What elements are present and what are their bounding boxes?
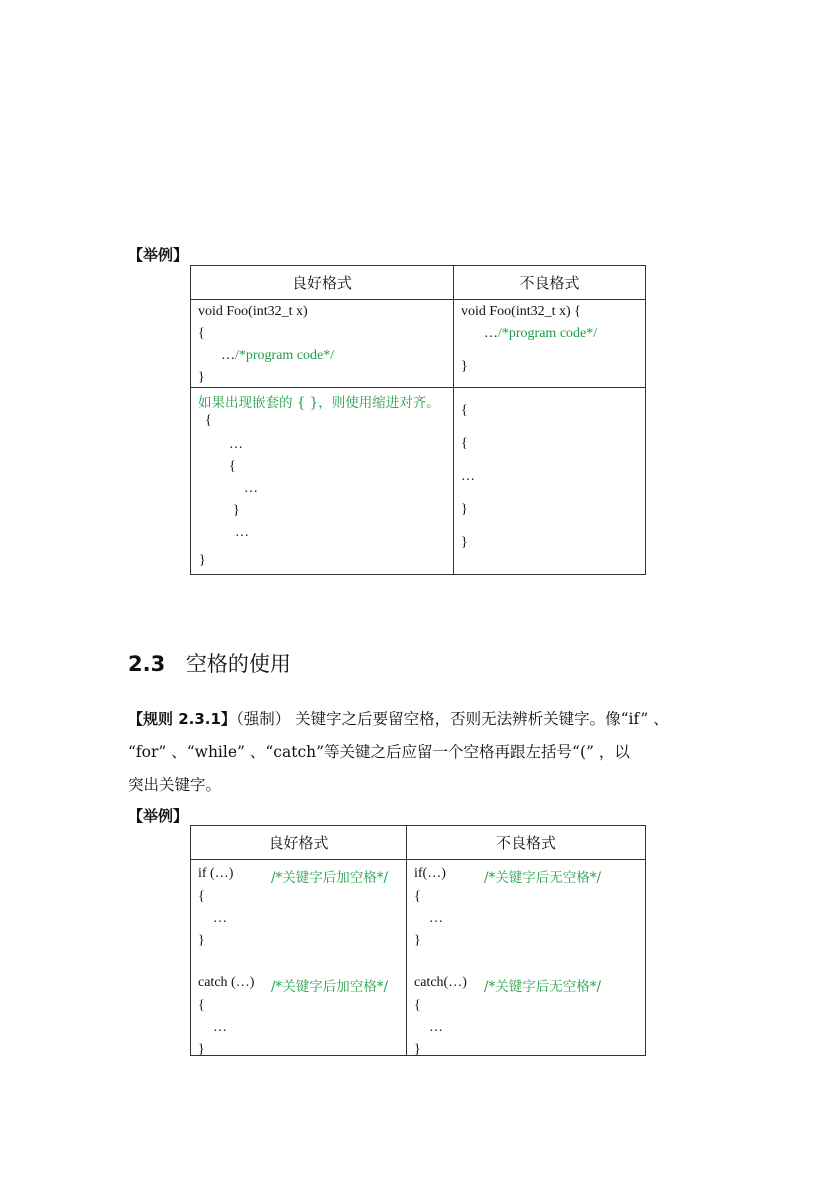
code-line: … <box>461 469 475 484</box>
code-line: … <box>221 348 235 363</box>
code-line: } <box>198 933 205 948</box>
code-line: … <box>235 525 249 540</box>
code-line: { <box>414 998 421 1013</box>
code-line: } <box>461 359 468 374</box>
header-good-format: 良好格式 <box>191 826 407 860</box>
code-comment: /*program code*/ <box>235 348 335 363</box>
section-heading <box>128 648 291 678</box>
header-bad-format: 不良格式 <box>454 266 646 300</box>
code-comment: /*program code*/ <box>498 326 598 341</box>
rule-label: 【规则 2.3.1】 <box>128 710 236 728</box>
code-line: … <box>213 911 227 926</box>
code-comment: /*关键字后无空格*/ <box>484 979 602 995</box>
code-line: { <box>414 889 421 904</box>
code-line: … <box>229 437 243 452</box>
rule-text-line1: （强制） 关键字之后要留空格，否则无法辨析关键字。像“if” 、 <box>235 710 669 728</box>
code-line: { <box>229 459 236 474</box>
code-comment: /*关键字后加空格*/ <box>271 870 389 886</box>
code-line: } <box>198 1042 205 1057</box>
example-table-braces <box>190 265 646 575</box>
section-number: 2.3 <box>128 652 166 676</box>
code-line: … <box>213 1020 227 1035</box>
code-line: } <box>414 1042 421 1057</box>
code-line: … <box>244 481 258 496</box>
section-title: 空格的使用 <box>185 652 291 676</box>
code-line: { <box>461 436 468 451</box>
code-line: } <box>233 503 240 518</box>
example-label: 【举例】 <box>128 807 189 825</box>
good-keyword-cell <box>191 860 407 1056</box>
code-line: } <box>461 502 468 517</box>
code-line: { <box>198 326 205 341</box>
code-line: catch(…) <box>414 975 467 990</box>
code-line: if (…) <box>198 866 234 881</box>
code-line: { <box>198 889 205 904</box>
code-line: … <box>484 326 498 341</box>
bad-nested-cell <box>454 388 646 575</box>
example-table-keywords <box>190 825 646 1056</box>
code-line: void Foo(int32_t x) { <box>461 304 581 319</box>
code-line: … <box>429 911 443 926</box>
code-line: void Foo(int32_t x) <box>198 304 308 319</box>
good-nested-cell <box>191 388 454 575</box>
code-line: } <box>461 535 468 550</box>
rule-paragraph <box>128 703 718 802</box>
code-line: { <box>198 998 205 1013</box>
code-line: if(…) <box>414 866 446 881</box>
rule-text-line2: “for” 、“while” 、“catch”等关键之后应留一个空格再跟左括号“(” ，以 <box>128 743 630 761</box>
bad-keyword-cell <box>407 860 646 1056</box>
code-line: { <box>205 413 212 428</box>
code-comment: /*关键字后无空格*/ <box>484 870 602 886</box>
good-code-cell <box>191 300 454 388</box>
code-line: … <box>429 1020 443 1035</box>
code-line: catch (…) <box>198 975 255 990</box>
example-label: 【举例】 <box>128 246 189 264</box>
code-line: } <box>414 933 421 948</box>
code-line: } <box>198 370 205 385</box>
code-line: } <box>199 553 206 568</box>
code-comment: /*关键字后加空格*/ <box>271 979 389 995</box>
header-bad-format: 不良格式 <box>407 826 646 860</box>
code-line: { <box>461 403 468 418</box>
rule-text-line3: 突出关键字。 <box>128 776 222 794</box>
nested-note: 如果出现嵌套的 { }，则使用缩进对齐。 <box>198 395 440 411</box>
header-good-format: 良好格式 <box>191 266 454 300</box>
bad-code-cell <box>454 300 646 388</box>
